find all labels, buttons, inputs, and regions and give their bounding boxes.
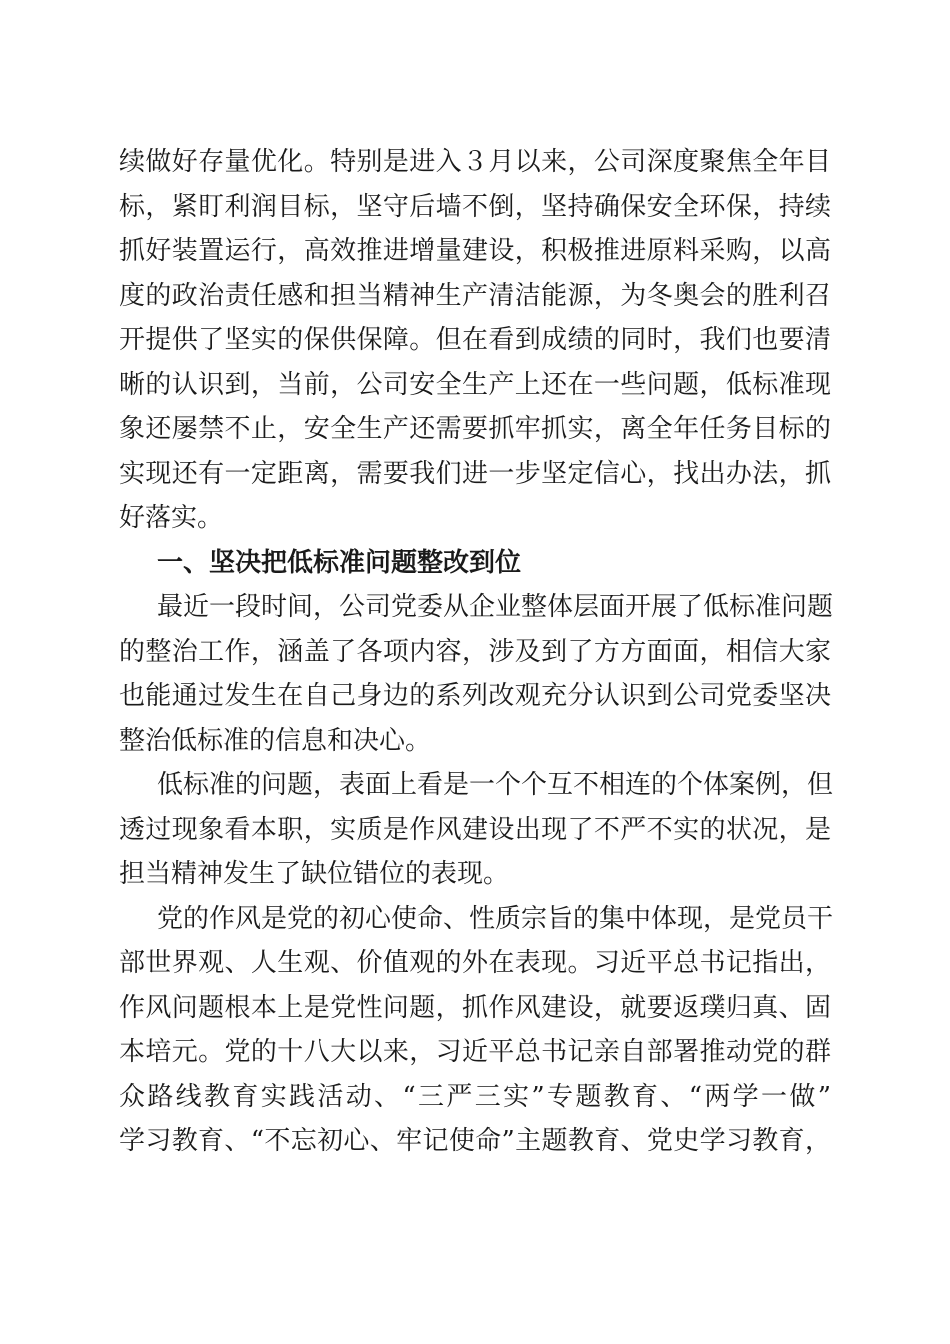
document-body xyxy=(119,140,834,1164)
text-line: 好落实。 xyxy=(119,503,224,533)
paragraph xyxy=(119,763,834,897)
paragraph xyxy=(119,897,834,1164)
text-line: 作风问题根本上是党性问题，抓作风建设，就要返璞归真、固 xyxy=(119,992,831,1023)
text-line: 部世界观、人生观、价值观的外在表现。习近平总书记指出， xyxy=(119,948,831,978)
text-line: 低标准的问题，表面上看是一个个互不相连的个体案例，但 xyxy=(157,770,834,800)
text-line: 本培元。党的十八大以来，习近平总书记亲自部署推动党的群 xyxy=(119,1037,831,1067)
text-line: 整治低标准的信息和决心。 xyxy=(119,725,432,756)
text-line: 续做好存量优化。特别是进入３月以来，公司深度聚焦全年目 xyxy=(119,147,831,177)
text-line: 众路线教育实践活动、“三严三实”专题教育、“两学一做” xyxy=(119,1081,831,1112)
text-line: 透过现象看本职，实质是作风建设出现了不严不实的状况，是 xyxy=(119,814,831,845)
text-line: 度的政治责任感和担当精神生产清洁能源，为冬奥会的胜利召 xyxy=(119,280,831,311)
text-line: 也能通过发生在自己身边的系列改观充分认识到公司党委坚决 xyxy=(119,681,831,711)
text-line: 的整治工作，涵盖了各项内容，涉及到了方方面面，相信大家 xyxy=(119,636,831,667)
text-line: 抓好装置运行，高效推进增量建设，积极推进原料采购，以高 xyxy=(119,236,831,266)
text-line: 实现还有一定距离，需要我们进一步坚定信心，找出办法，抓 xyxy=(119,458,831,489)
text-line: 标，紧盯利润目标，坚守后墙不倒，坚持确保安全环保，持续 xyxy=(119,191,831,222)
paragraph-continued xyxy=(119,140,831,541)
text-line: 党的作风是党的初心使命、性质宗旨的集中体现，是党员干 xyxy=(157,903,834,934)
text-line: 最近一段时间，公司党委从企业整体层面开展了低标准问题 xyxy=(157,592,834,622)
text-line: 开提供了坚实的保供保障。但在看到成绩的同时，我们也要清 xyxy=(119,325,831,355)
paragraph xyxy=(119,585,834,763)
text-line: 晰的认识到，当前，公司安全生产上还在一些问题，低标准现 xyxy=(119,369,831,400)
text-line: 担当精神发生了缺位错位的表现。 xyxy=(119,859,510,889)
text-line: 学习教育、“不忘初心、牢记使命”主题教育、党史学习教育， xyxy=(119,1126,831,1156)
text-line: 象还屡禁不止，安全生产还需要抓牢抓实，离全年任务目标的 xyxy=(119,414,831,444)
section-heading: 一、坚决把低标准问题整改到位 xyxy=(157,547,522,578)
